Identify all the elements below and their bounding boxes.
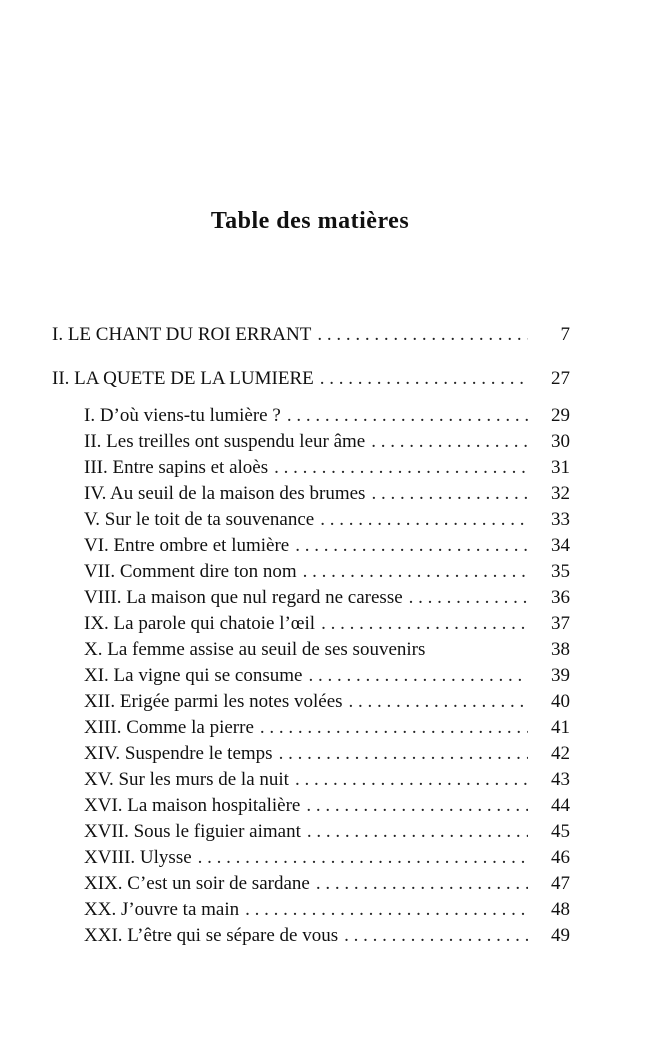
toc-entry-page: 43 [551,769,570,790]
toc-entry-label: XXI. L’être qui se sépare de vous [84,925,339,946]
toc-entry-label: XX. J’ouvre ta main [84,899,240,920]
toc-entry-page: 49 [551,925,570,946]
toc-entry-page: 45 [551,821,570,842]
toc-entry-label: I. D’où viens-tu lumière ? [84,405,281,426]
leader-dots [295,767,528,793]
toc-entry-label: VII. Comment dire ton nom [84,561,297,582]
toc-entry [84,741,570,767]
toc-part-page: 27 [551,368,570,389]
leader-dots [320,366,528,392]
toc-entry-page: 48 [551,899,570,920]
toc-part-page: 7 [560,324,570,345]
toc-entry-page: 30 [551,431,570,452]
toc-entry [84,559,570,585]
toc-entry-label: XV. Sur les murs de la nuit [84,769,289,790]
toc-entry [84,533,570,559]
toc-entry-page: 37 [551,613,570,634]
toc-entry [84,429,570,455]
toc-entry-label: XIX. C’est un soir de sardane [84,873,310,894]
toc-entry-label: IV. Au seuil de la maison des brumes [84,483,366,504]
toc-entry [84,637,570,663]
toc-entry-page: 31 [551,457,570,478]
toc-entry-label: VIII. La maison que nul regard ne caresse [84,587,403,608]
toc-entry [84,767,570,793]
toc-part-1 [52,322,570,348]
toc-entry-label: XIV. Suspendre le temps [84,743,273,764]
leader-dots [320,507,528,533]
toc-entry [84,481,570,507]
toc-entry-label: XII. Erigée parmi les notes volées [84,691,343,712]
toc-entry-page: 42 [551,743,570,764]
toc-entry-label: IX. La parole qui chatoie l’œil [84,613,316,634]
toc-entry [84,871,570,897]
toc-entry-label: II. Les treilles ont suspendu leur âme [84,431,366,452]
toc-entry [84,689,570,715]
leader-dots [371,481,528,507]
toc-entry-page: 39 [551,665,570,686]
toc-entry-page: 41 [551,717,570,738]
leader-dots [198,845,528,871]
toc-entry [84,455,570,481]
leader-dots [409,585,528,611]
leader-dots [307,819,528,845]
leader-dots [308,663,528,689]
toc-entry [84,715,570,741]
toc-entry [84,845,570,871]
toc-entry-label: VI. Entre ombre et lumière [84,535,290,556]
toc-entry [84,819,570,845]
toc-entry [84,793,570,819]
toc-entry-label: XVI. La maison hospitalière [84,795,301,816]
toc-entry-label: III. Entre sapins et aloès [84,457,269,478]
toc-entry [84,507,570,533]
leader-dots [287,403,528,429]
toc-part-label: I. LE CHANT DU ROI ERRANT [52,324,312,345]
toc-entry [84,897,570,923]
leader-dots [306,793,528,819]
toc-entry [84,923,570,949]
toc-part-2 [52,366,570,392]
toc-entry-page: 29 [551,405,570,426]
toc-entry-page: 32 [551,483,570,504]
toc-entry-page: 35 [551,561,570,582]
leader-dots [279,741,528,767]
toc-entry [84,663,570,689]
leader-dots [274,455,528,481]
toc-entry-label: V. Sur le toit de ta souvenance [84,509,315,530]
toc-entry-label: XVIII. Ulysse [84,847,192,868]
toc-part-label: II. LA QUETE DE LA LUMIERE [52,368,314,389]
leader-dots [295,533,528,559]
leader-dots [321,611,528,637]
leader-dots [303,559,528,585]
leader-dots [317,322,528,348]
toc-entry-page: 34 [551,535,570,556]
leader-dots [349,689,528,715]
toc-entry-page: 40 [551,691,570,712]
toc-entry-page: 47 [551,873,570,894]
toc-entry-page: 36 [551,587,570,608]
leader-dots [245,897,528,923]
toc-entry [84,403,570,429]
toc-entry-label: XIII. Comme la pierre [84,717,254,738]
toc-entry-page: 38 [551,639,570,660]
toc-entry-label: XVII. Sous le figuier aimant [84,821,301,842]
leader-dots [316,871,528,897]
toc-entry [84,585,570,611]
leader-dots [344,923,528,949]
page-title: Table des matières [210,208,410,234]
leader-dots [371,429,528,455]
toc-entry-page: 33 [551,509,570,530]
toc-entry-label: XI. La vigne qui se consume [84,665,303,686]
toc-entry-label: X. La femme assise au seuil de ses souvenirs [84,639,426,660]
toc-entry [84,611,570,637]
toc-entry-page: 46 [551,847,570,868]
toc-entry-page: 44 [551,795,570,816]
leader-dots [260,715,528,741]
